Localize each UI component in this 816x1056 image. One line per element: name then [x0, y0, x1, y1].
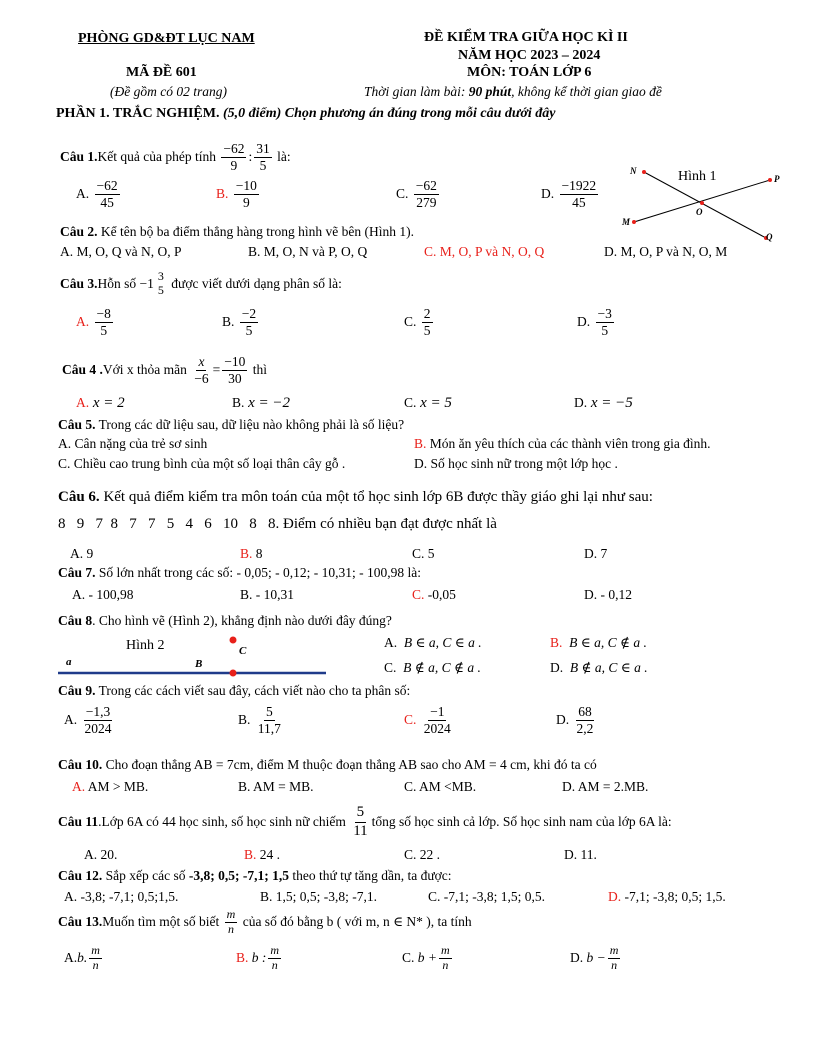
q1-option-a[interactable]: A. $\frac{-62}{45}$	[76, 178, 118, 210]
q3-option-b[interactable]: B. $\frac{-2}{5}$	[222, 306, 257, 338]
q10-stem: Câu 10. Cho đoạn thẳng AB = 7cm, điểm M thuộc đoạn thẳng AB sao cho AM = 4 cm, khi đó ta có	[58, 757, 597, 772]
point-m	[632, 220, 636, 224]
q10-option-a[interactable]: A. AM > MB.	[72, 779, 149, 794]
q7-option-d[interactable]: D. - 0,12	[584, 587, 632, 602]
q13-option-d[interactable]: D. b − $\frac{m}{n}$	[570, 943, 619, 972]
q9-option-b[interactable]: B. $\frac{5}{11,7}$	[238, 704, 281, 736]
q2-option-d[interactable]: D. M, O, P và N, O, M	[604, 244, 728, 259]
exam-title: ĐỀ KIỂM TRA GIỮA HỌC KÌ II	[424, 30, 628, 45]
point-c	[230, 637, 237, 644]
q8-option-c[interactable]: C. B ∉ a, C ∉ a .	[384, 660, 481, 675]
svg-text:Q: Q	[766, 232, 773, 242]
q10-option-c[interactable]: C. AM <MB.	[404, 779, 477, 794]
q13-option-a[interactable]: A. b. $\frac{m}{n}$	[64, 943, 100, 972]
q6-option-c[interactable]: C. 5	[412, 546, 435, 561]
q1-option-d[interactable]: D. $\frac{-1922}{45}$	[541, 178, 597, 210]
q2-stem: Câu 2. Kể tên bộ ba điểm thẳng hàng trong hình vẽ bên (Hình 1).	[60, 224, 414, 239]
q3-option-d[interactable]: D. $\frac{-3}{5}$	[577, 306, 612, 338]
q8-option-d[interactable]: D. B ∉ a, C ∈ a .	[550, 660, 648, 675]
q11-option-a[interactable]: A. 20.	[84, 847, 118, 862]
q9-option-d[interactable]: D. $\frac{68}{2,2}$	[556, 704, 594, 736]
figure-2-title: Hình 2	[126, 638, 165, 653]
q4-option-b[interactable]: B. x = −2	[232, 395, 291, 411]
q4-stem: Câu 4 . Với x thỏa mãn $\frac{x}{-6}$ = $\frac{-10}{30}$ thì	[62, 353, 268, 386]
q4-option-a[interactable]: A. x = 2	[76, 395, 125, 411]
svg-text:C: C	[239, 645, 247, 657]
q5-option-a[interactable]: A. Cân nặng của trẻ sơ sinh	[58, 436, 208, 451]
q9-stem: Câu 9. Trong các cách viết sau đây, cách viết nào cho ta phân số:	[58, 683, 411, 698]
q12-option-a[interactable]: A. -3,8; -7,1; 0,5;1,5.	[64, 889, 179, 904]
point-n	[642, 170, 646, 174]
q5-option-b[interactable]: B. Món ăn yêu thích của các thành viên trong gia đình.	[414, 436, 711, 451]
q5-option-c[interactable]: C. Chiều cao trung bình của một số loại thân cây gỗ .	[58, 456, 346, 471]
q5-option-d[interactable]: D. Số học sinh nữ trong một lớp học .	[414, 456, 618, 471]
svg-text:O: O	[696, 207, 703, 217]
q3-option-c[interactable]: C. $\frac{2}{5}$	[404, 306, 431, 338]
q11-option-b[interactable]: B. 24 .	[244, 847, 281, 862]
school-year: NĂM HỌC 2023 – 2024	[458, 48, 601, 63]
q2-option-a[interactable]: A. M, O, Q và N, O, P	[60, 244, 182, 259]
q10-option-d[interactable]: D. AM = 2.MB.	[562, 779, 649, 794]
q1-option-c[interactable]: C. $\frac{-62}{279}$	[396, 178, 437, 210]
figure-1-title: Hình 1	[678, 169, 717, 184]
q4-option-d[interactable]: D. x = −5	[574, 395, 633, 411]
exam-code: MÃ ĐỀ 601	[126, 65, 197, 80]
q2-option-b[interactable]: B. M, O, N và P, O, Q	[248, 244, 368, 259]
q12-stem: Câu 12. Sắp xếp các số -3,8; 0,5; -7,1; 1,5 theo thứ tự tăng dần, ta được:	[58, 868, 452, 883]
part1-heading: PHẦN 1. TRẮC NGHIỆM. (5,0 điểm) Chọn phương án đúng trong mỗi câu dưới đây	[56, 106, 556, 121]
q6-stem: Câu 6. Kết quả điểm kiểm tra môn toán của một tổ học sinh lớp 6B được thầy giáo ghi lại như sau:	[58, 489, 653, 505]
point-o	[700, 201, 704, 205]
q7-option-b[interactable]: B. - 10,31	[240, 587, 294, 602]
figure-2	[58, 632, 348, 682]
q12-option-d[interactable]: D. -7,1; -3,8; 0,5; 1,5.	[608, 889, 726, 904]
page-count: (Đề gồm có 02 trang)	[110, 84, 227, 99]
time-note: Thời gian làm bài: 90 phút, không kể thời gian giao đề	[364, 84, 662, 99]
subject: MÔN: TOÁN LỚP 6	[467, 65, 592, 80]
q11-stem: Câu 11 .Lớp 6A có 44 học sinh, số học sinh nữ chiếm $\frac{5}{11}$ tổng số học sinh cả lớp. Số học sinh nam của lớp 6A là:	[58, 804, 672, 839]
q13-stem: Câu 13. Muốn tìm một số biết $\frac{m}{n}$ của số đó bằng b ( với m, n ∈ N* ), ta tính	[58, 906, 472, 936]
department-name: PHÒNG GD&ĐT LỤC NAM	[78, 31, 255, 46]
q12-option-c[interactable]: C. -7,1; -3,8; 1,5; 0,5.	[428, 889, 545, 904]
q3-option-a[interactable]: A. $\frac{-8}{5}$	[76, 306, 111, 338]
q6-option-d[interactable]: D. 7	[584, 546, 608, 561]
svg-text:a: a	[66, 656, 72, 668]
q4-option-c[interactable]: C. x = 5	[404, 395, 452, 411]
point-p	[768, 178, 772, 182]
q1-option-b[interactable]: B. $\frac{-10}{9}$	[216, 178, 257, 210]
svg-text:P: P	[774, 174, 780, 184]
q3-stem: Câu 3. Hỗn số −1 3 5 được viết dưới dạng phân số là:	[60, 269, 342, 297]
q9-option-c[interactable]: C. $\frac{-1}{2024}$	[404, 704, 451, 736]
q6-scores: 8 9 7 8 7 7 5 4 6 10 8 8. Điểm có nhiều bạn đạt được nhất là	[58, 516, 497, 532]
q7-option-a[interactable]: A. - 100,98	[72, 587, 134, 602]
q2-option-c[interactable]: C. M, O, P và N, O, Q	[424, 244, 545, 259]
svg-text:B: B	[195, 658, 203, 670]
q6-option-a[interactable]: A. 9	[70, 546, 94, 561]
q8-option-b[interactable]: B. B ∈ a, C ∉ a .	[550, 635, 647, 650]
q8-stem: Câu 8. Cho hình vẽ (Hình 2), khẳng định nào dưới đây đúng?	[58, 613, 392, 628]
q13-option-c[interactable]: C. b + $\frac{m}{n}$	[402, 943, 450, 972]
q12-option-b[interactable]: B. 1,5; 0,5; -3,8; -7,1.	[260, 889, 377, 904]
q11-option-c[interactable]: C. 22 .	[404, 847, 441, 862]
svg-text:M: M	[622, 217, 631, 227]
svg-text:N: N	[630, 166, 637, 176]
q8-option-a[interactable]: A. B ∈ a, C ∈ a .	[384, 635, 482, 650]
q13-option-b[interactable]: B. b : $\frac{m}{n}$	[236, 943, 280, 972]
q9-option-a[interactable]: A. $\frac{-1,3}{2024}$	[64, 704, 112, 736]
q7-stem: Câu 7. Số lớn nhất trong các số: - 0,05; - 0,12; - 10,31; - 100,98 là:	[58, 565, 421, 580]
q6-option-b[interactable]: B. 8	[240, 546, 263, 561]
q11-option-d[interactable]: D. 11.	[564, 847, 597, 862]
figure-1	[618, 160, 788, 245]
q10-option-b[interactable]: B. AM = MB.	[238, 779, 314, 794]
q1-stem: Câu 1. Kết quả của phép tính $\frac{-62}{9}$ : $\frac{31}{5}$ là:	[60, 140, 291, 173]
q5-stem: Câu 5. Trong các dữ liệu sau, dữ liệu nào không phải là số liệu?	[58, 417, 405, 432]
q7-option-c[interactable]: C. -0,05	[412, 587, 456, 602]
point-b	[230, 670, 237, 677]
